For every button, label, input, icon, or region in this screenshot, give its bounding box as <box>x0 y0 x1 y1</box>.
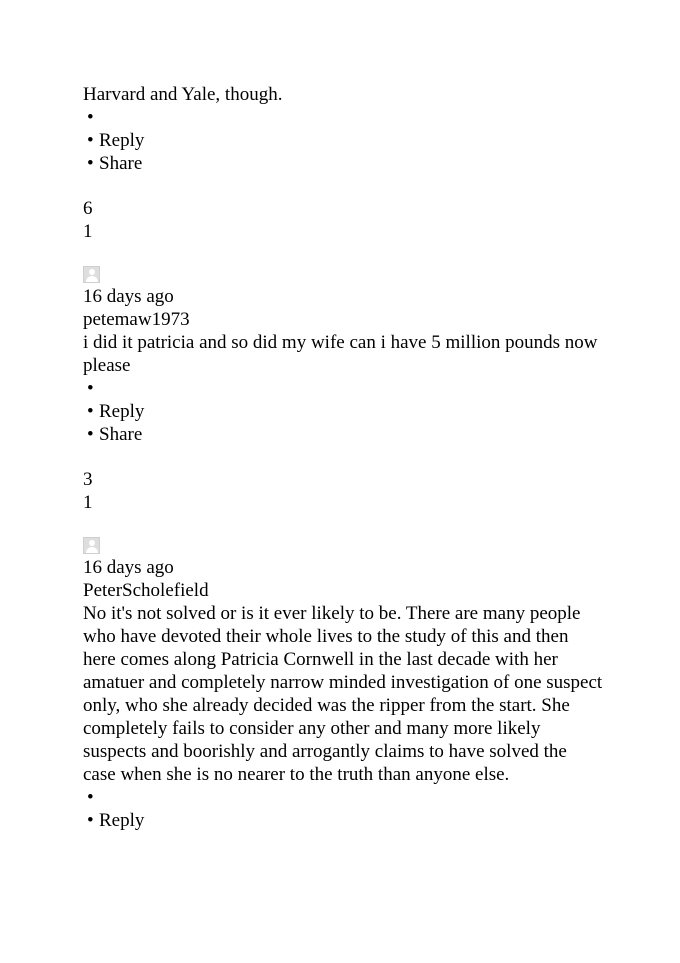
comment-timestamp[interactable]: 16 days ago <box>83 286 174 307</box>
bullet-icon: • <box>87 401 94 422</box>
action-item[interactable] <box>87 423 603 446</box>
bullet-icon: • <box>87 130 94 151</box>
reply-link[interactable]: Reply <box>99 401 145 422</box>
comment-thread <box>83 83 603 832</box>
comment-timestamp[interactable]: 16 days ago <box>83 557 174 578</box>
share-link[interactable]: Share <box>99 424 143 445</box>
comment-body: i did it patricia and so did my wife can i have 5 million pounds now please <box>83 332 598 376</box>
comment-body: No it's not solved or is it ever likely to be. There are many people who have devoted their whole lives to the study of this and then here comes along Patricia Cornwell in the last decade with her amatuer and completely narrow minded investigation of one suspect only, who she already decided was the ripper from the start. She completely fails to consider any other and many more likely suspects and boorishly and arrogantly claims to have solved the case when she is no nearer to the truth than anyone else. <box>83 603 603 785</box>
avatar-icon[interactable] <box>83 537 100 554</box>
comment-actions <box>83 786 603 832</box>
comment-author[interactable]: PeterScholefield <box>83 580 209 601</box>
reply-link[interactable]: Reply <box>99 810 145 831</box>
action-item[interactable] <box>87 809 603 832</box>
downvote-count[interactable]: 1 <box>83 492 93 513</box>
avatar-icon[interactable] <box>83 266 100 283</box>
bullet-icon: • <box>87 107 94 128</box>
bullet-icon: • <box>87 810 94 831</box>
bullet-icon: • <box>87 787 94 808</box>
comment <box>83 83 603 243</box>
upvote-count[interactable]: 6 <box>83 198 93 219</box>
action-item[interactable] <box>87 129 603 152</box>
bullet-icon: • <box>87 424 94 445</box>
bullet-icon: • <box>87 378 94 399</box>
action-item[interactable] <box>87 400 603 423</box>
bullet-icon: • <box>87 153 94 174</box>
upvote-count[interactable]: 3 <box>83 469 93 490</box>
action-item[interactable] <box>87 106 603 129</box>
action-item[interactable] <box>87 152 603 175</box>
vote-counts <box>83 197 603 243</box>
comment <box>83 537 603 832</box>
comment-body: Harvard and Yale, though. <box>83 84 283 105</box>
share-link[interactable]: Share <box>99 153 143 174</box>
action-item[interactable] <box>87 786 603 809</box>
comment-actions <box>83 377 603 446</box>
comment <box>83 266 603 514</box>
downvote-count[interactable]: 1 <box>83 221 93 242</box>
reply-link[interactable]: Reply <box>99 130 145 151</box>
vote-counts <box>83 468 603 514</box>
action-item[interactable] <box>87 377 603 400</box>
comment-author[interactable]: petemaw1973 <box>83 309 190 330</box>
comment-actions <box>83 106 603 175</box>
